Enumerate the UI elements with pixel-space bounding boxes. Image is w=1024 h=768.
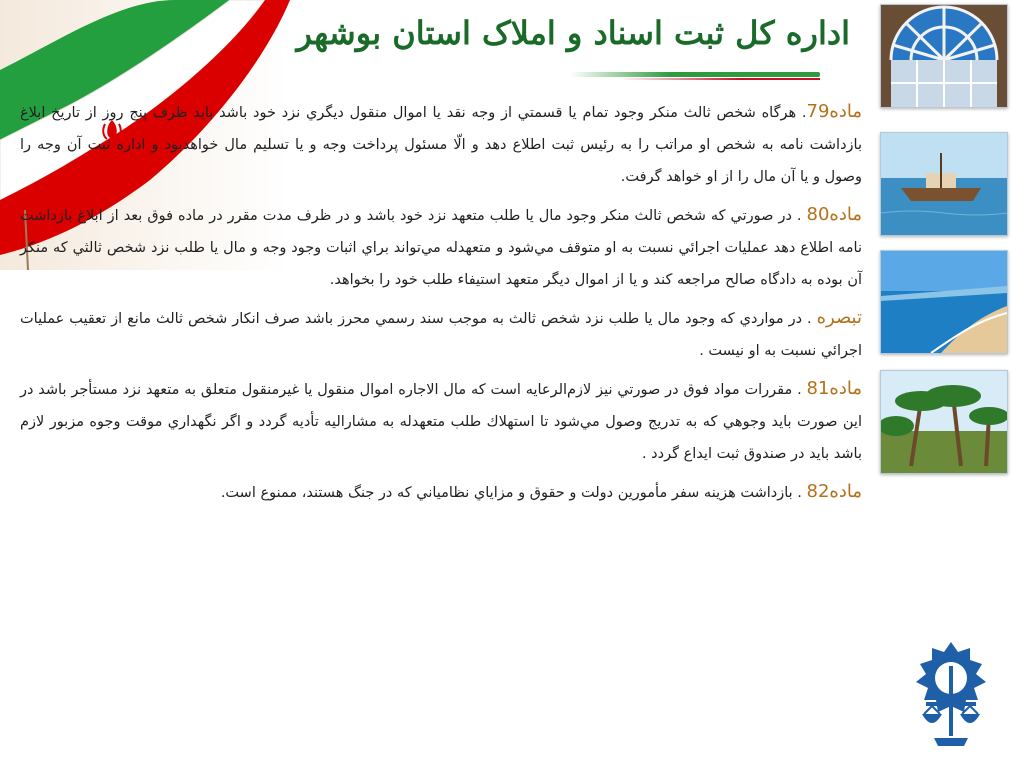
- article-label: ماده82: [806, 481, 862, 502]
- article-text: . هرگاه شخص ثالث منكر وجود تمام يا قسمتي از وجه نقد يا اموال منقول ديگري نزد خود باشد بايد ظرف پنج روز از تاريخ ابلاغ بازداشت نامه به شخص او مراتب را به رئيس ثبت اطلاع دهد و الّا مسئول پرداخت وجه و يا تسليم مال خواهدبود و اداره ثبت آن وجه را وصول و يا آن مال را از او خواهد گرفت.: [20, 105, 862, 185]
- article-80: [20, 199, 862, 296]
- articles-text: [20, 96, 862, 515]
- article-text: . در صورتي كه شخص ثالث منكر وجود مال يا طلب متعهد نزد خود باشد و در ظرف مدت مقرر در ماده فوق بعد از ابلاغ بازداشت نامه اطلاع دهد عمليات اجرائي نسبت به او متوقف مي‌شود و متعهدله مي‌تواند براي اثبات وجود وجه و مال يا طلب نزد شخص ثالثي كه منكر آن بوده به دادگاه صالح مراجعه كند و يا از اموال ديگر متعهد استيفاء طلب خود را بخواهد.: [20, 208, 862, 288]
- dhow-boat-photo: [880, 132, 1008, 236]
- note-label: تبصره: [816, 307, 862, 328]
- organization-logo: [912, 642, 990, 754]
- article-text: . مقررات مواد فوق در صورتي نيز لازم‌الرعايه است كه مال الاجاره اموال منقول يا غيرمنقول متعلق به متعهد نزد مستأجر باشد در اين صورت بايد وجوهي كه به تدريج وصول مي‌شود تا استهلاك طلب متعهدله به مشاراليه تأديه گردد و اگر نگهداري موقت وجوه مزبور لازم باشد بايد در صندوق ثبت ايداع گردد .: [20, 382, 862, 462]
- note: [20, 302, 862, 367]
- article-label: ماده79: [806, 101, 862, 122]
- palm-trees-photo: [880, 370, 1008, 474]
- article-label: ماده80: [806, 204, 862, 225]
- header-red-line: [620, 78, 820, 80]
- article-text: . بازداشت هزينه سفر مأمورين دولت و حقوق و مزاياي نظامياني كه در جنگ هستند، ممنوع است.: [220, 485, 807, 501]
- article-81: [20, 373, 862, 470]
- beach-photo: [880, 250, 1008, 354]
- page-title: اداره کل ثبت اسناد و املاک استان بوشهر: [296, 14, 850, 52]
- window-arch-photo: [880, 4, 1008, 108]
- note-text: . در مواردي كه وجود مال يا طلب نزد شخص ثالث به موجب سند رسمي محرز باشد صرف انكار شخص ثالث مانع از تعقيب عمليات اجرائي نسبت به او نيست .: [20, 311, 862, 359]
- article-label: ماده81: [806, 378, 862, 399]
- header: [296, 6, 850, 82]
- header-green-line: [570, 72, 820, 77]
- article-79: [20, 96, 862, 193]
- article-82: [20, 476, 862, 509]
